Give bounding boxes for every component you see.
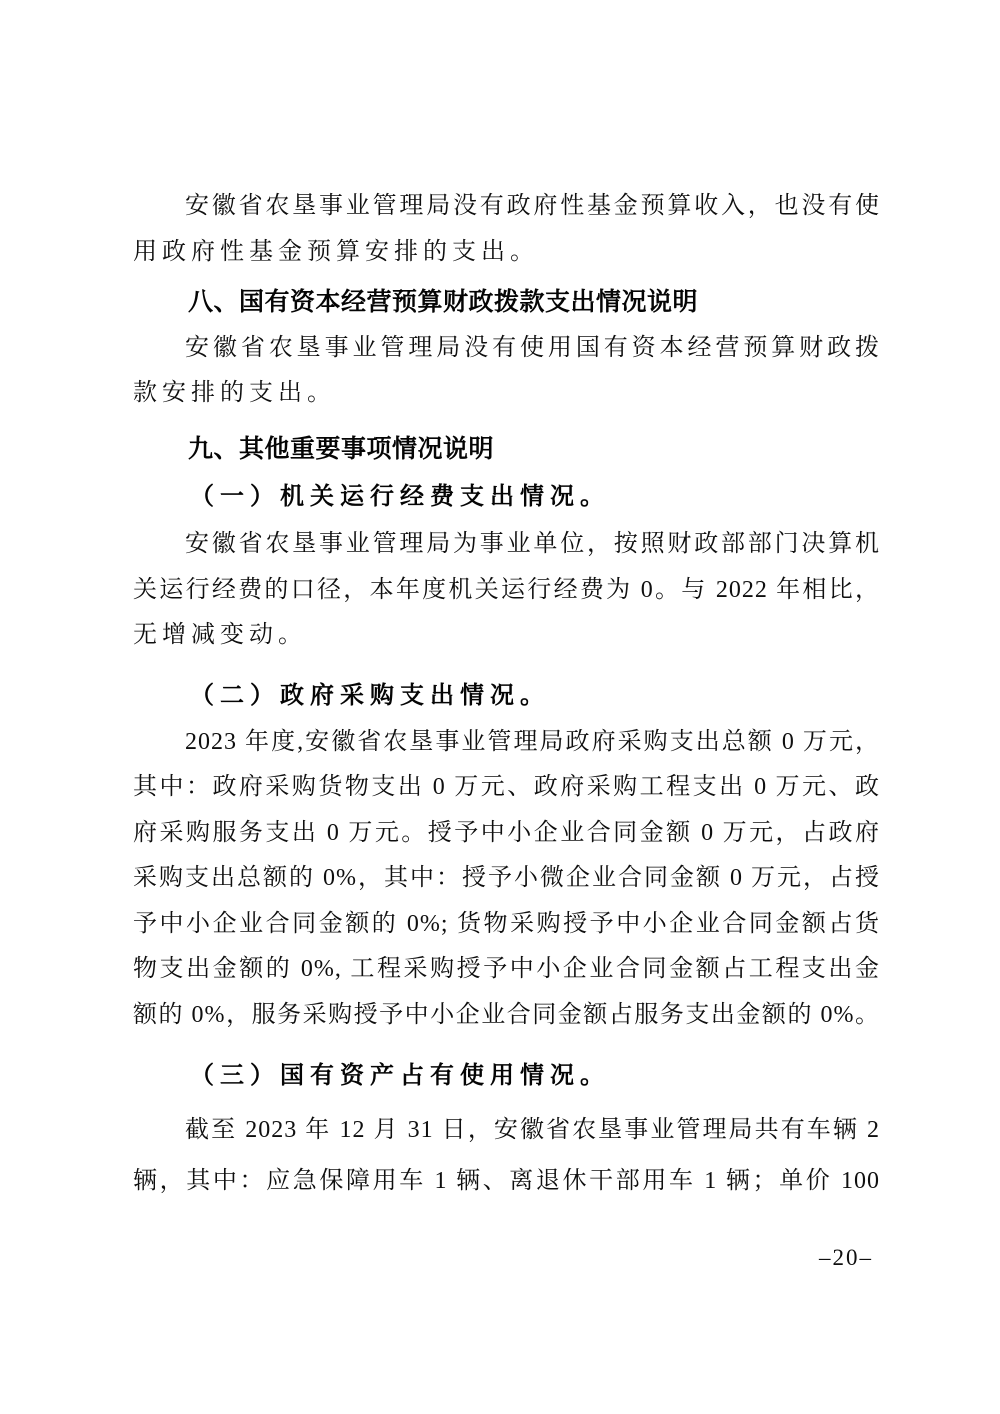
sub-heading-2: （二）政府采购支出情况。: [190, 683, 550, 709]
body-line: 其中：政府采购货物支出 0 万元、政府采购工程支出 0 万元、政: [133, 774, 880, 800]
section-heading-8: 八、国有资本经营预算财政拨款支出情况说明: [188, 288, 699, 316]
body-line: 采购支出总额的 0%，其中：授予小微企业合同金额 0 万元，占授: [133, 865, 880, 891]
sub-heading-1: （一）机关运行经费支出情况。: [190, 484, 610, 510]
body-line: 安徽省农垦事业管理局没有使用国有资本经营预算财政拨: [185, 334, 880, 361]
text-column: [133, 184, 880, 1207]
body-line: 截至 2023 年 12 月 31 日，安徽省农垦事业管理局共有车辆 2: [185, 1117, 880, 1143]
body-line: 用政府性基金预算安排的支出。: [133, 238, 539, 265]
body-line: 府采购服务支出 0 万元。授予中小企业合同金额 0 万元，占政府: [133, 819, 880, 846]
body-line: 款安排的支出。: [133, 380, 336, 406]
body-line: 关运行经费的口径，本年度机关运行经费为 0。与 2022 年相比，: [133, 576, 880, 603]
body-line: 辆，其中：应急保障用车 1 辆、离退休干部用车 1 辆；单价 100: [133, 1168, 880, 1194]
body-line: 无增减变动。: [133, 622, 307, 648]
body-line: 安徽省农垦事业管理局没有政府性基金预算收入，也没有使: [185, 193, 880, 219]
body-line: 物支出金额的 0%, 工程采购授予中小企业合同金额占工程支出金: [133, 956, 880, 982]
body-line: 额的 0%，服务采购授予中小企业合同金额占服务支出金额的 0%。: [133, 1001, 880, 1028]
sub-heading-3: （三）国有资产占有使用情况。: [190, 1062, 610, 1089]
section-heading-9: 九、其他重要事项情况说明: [188, 435, 495, 463]
body-line: 予中小企业合同金额的 0%; 货物采购授予中小企业合同金额占货: [133, 910, 880, 937]
body-line: 安徽省农垦事业管理局为事业单位，按照财政部部门决算机: [185, 531, 880, 557]
body-line: 2023 年度,安徽省农垦事业管理局政府采购支出总额 0 万元，: [185, 728, 880, 755]
page-number: –20–: [819, 1245, 873, 1270]
